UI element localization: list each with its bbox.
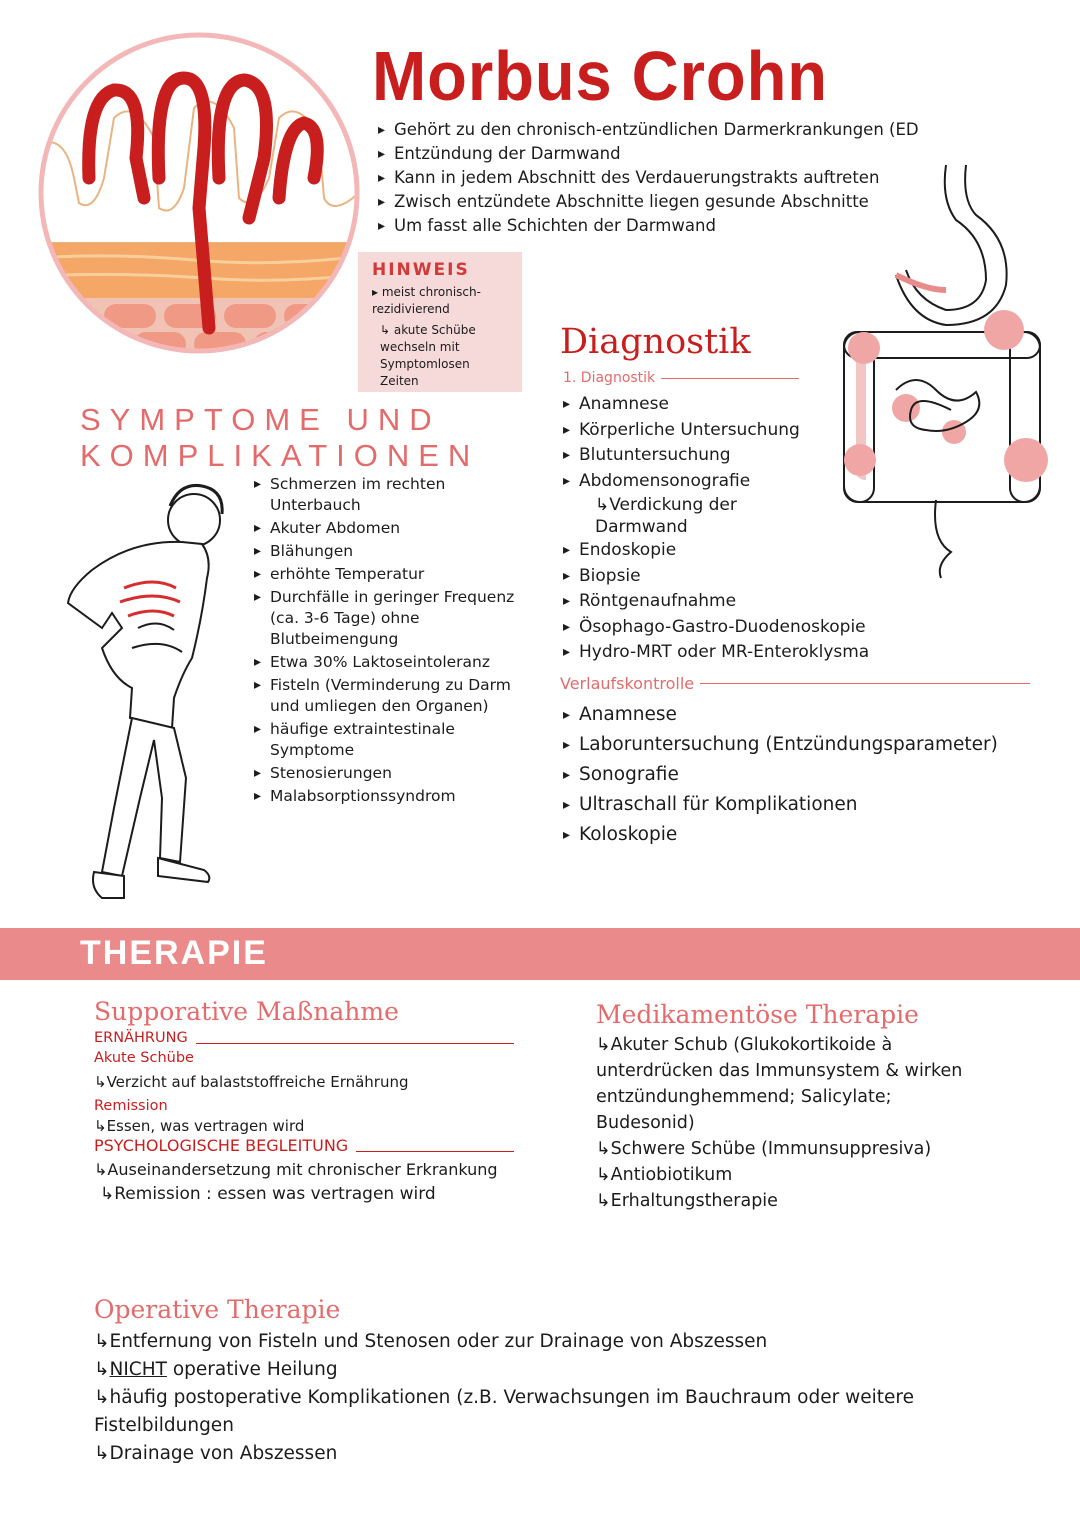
remission-label: Remission: [94, 1098, 168, 1114]
intro-item: ▸ Entzündung der Darmwand: [378, 142, 1038, 166]
diagnostik-item: ▸ Anamnese: [563, 392, 993, 418]
person-in-pain-illustration: [62, 478, 240, 902]
diagnostik-item: ▸ Abdomensonografie: [563, 469, 993, 495]
verlauf-item: ▸ Laboruntersuchung (Entzündungsparameter): [563, 730, 1033, 760]
symptom-item: ▸ Durchfälle in geringer Frequenz (ca. 3-6 Tage) ohne Blutbeimengung: [254, 587, 524, 650]
symptom-item: ▸ Fisteln (Verminderung zu Darm und umliegen den Organen): [254, 675, 524, 717]
supportive-section: [94, 997, 514, 1204]
hinweis-line: ↳ akute Schübe wechseln mit Symptomlosen Zeiten: [380, 323, 476, 388]
psych-item: ↳ Auseinandersetzung mit chronischer Erkrankung: [94, 1160, 514, 1180]
diagnostik-list: [563, 392, 993, 666]
diagnostik-heading: Diagnostik: [560, 322, 751, 362]
operative-section: [94, 1296, 1054, 1468]
hinweis-line: ▸ meist chronisch-rezidivierend: [372, 285, 481, 316]
remission-text: ↳ Essen, was vertragen wird: [94, 1116, 514, 1136]
diagnostik-subheading: 1. Diagnostik: [563, 370, 799, 386]
operative-heading: Operative Therapie: [94, 1295, 341, 1324]
verlauf-item: ▸ Koloskopie: [563, 820, 1033, 850]
supportive-heading: Supporative Maßnahme: [94, 997, 399, 1026]
akut-text: ↳ Verzicht auf balaststoffreiche Ernährung: [94, 1072, 514, 1092]
psych-subheading: PSYCHOLOGISCHE BEGLEITUNG: [94, 1136, 514, 1156]
verlauf-item: ▸ Ultraschall für Komplikationen: [563, 790, 1033, 820]
diagnostik-note: ↳ Verdickung der Darmwand: [563, 494, 805, 538]
intestinal-wall-illustration: [34, 28, 364, 358]
diagnostik-item: ▸ Röntgenaufnahme: [563, 589, 993, 615]
therapie-heading: THERAPIE: [80, 934, 268, 972]
diagnostik-item: ▸ Ösophago-Gastro-Duodenoskopie: [563, 615, 993, 641]
symptom-item: ▸ Etwa 30% Laktoseintoleranz: [254, 652, 524, 673]
op-item: ↳ Entfernung von Fisteln und Stenosen oder zur Drainage von Abszessen: [94, 1328, 1054, 1356]
diagnostik-item: ▸ Hydro-MRT oder MR-Enteroklysma: [563, 640, 993, 666]
verlauf-list: [563, 700, 1033, 850]
psych-item: ↳ Remission : essen was vertragen wird: [94, 1184, 514, 1204]
intro-item: ▸ Gehört zu den chronisch-entzündlichen Darmerkrankungen (ED: [378, 118, 1038, 142]
op-item: ↳ NICHT operative Heilung: [94, 1356, 1054, 1384]
symptom-item: ▸ Schmerzen im rechten Unterbauch: [254, 474, 524, 516]
diagnostik-item: ▸ Biopsie: [563, 564, 993, 590]
symptom-item: ▸ erhöhte Temperatur: [254, 564, 524, 585]
ernaehrung-subheading: ERNÄHRUNG: [94, 1028, 514, 1048]
verlauf-item: ▸ Anamnese: [563, 700, 1033, 730]
medikamentoes-section: [596, 1002, 1046, 1214]
verlauf-subheading: Verlaufskontrolle: [560, 674, 1030, 693]
med-item: ↳ Erhaltungstherapie: [596, 1188, 1046, 1214]
symptom-item: ▸ Blähungen: [254, 541, 524, 562]
diagnostik-item: ▸ Körperliche Untersuchung: [563, 418, 993, 444]
verlauf-item: ▸ Sonografie: [563, 760, 1033, 790]
med-item: ↳ Antiobiotikum: [596, 1162, 1046, 1188]
akut-label: Akute Schübe: [94, 1050, 194, 1066]
med-item: ↳ Schwere Schübe (Immunsuppresiva): [596, 1136, 1046, 1162]
med-item: ↳ Akuter Schub (Glukokortikoide à unterdrücken das Immunsystem & wirken entzündunghemmend; Salicylate; Budesonid): [596, 1032, 966, 1136]
symptom-item: ▸ Akuter Abdomen: [254, 518, 524, 539]
symptome-list: [254, 474, 524, 809]
symptom-item: ▸ häufige extraintestinale Symptome: [254, 719, 524, 761]
hinweis-note: [358, 252, 522, 392]
symptom-item: ▸ Stenosierungen: [254, 763, 524, 784]
page-title: Morbus Crohn: [372, 37, 828, 115]
intro-item: ▸ Zwisch entzündete Abschnitte liegen gesunde Abschnitte: [378, 190, 1038, 214]
op-item: ↳ Drainage von Abszessen: [94, 1440, 1054, 1468]
symptom-item: ▸ Malabsorptionssyndrom: [254, 786, 524, 807]
hinweis-title: HINWEIS: [372, 260, 470, 280]
diagnostik-item: ▸ Blutuntersuchung: [563, 443, 993, 469]
op-item: ↳ häufig postoperative Komplikationen (z.B. Verwachsungen im Bauchraum oder weitere Fistelbildungen: [94, 1384, 1014, 1440]
intro-item: ▸ Kann in jedem Abschnitt des Verdauerungstrakts auftreten: [378, 166, 1038, 190]
medikamentoes-heading: Medikamentöse Therapie: [596, 1000, 919, 1029]
symptome-heading: SYMPTOME UND KOMPLIKATIONEN: [80, 402, 480, 473]
intro-item: ▸ Um fasst alle Schichten der Darmwand: [378, 214, 1038, 238]
diagnostik-item: ▸ Endoskopie: [563, 538, 993, 564]
